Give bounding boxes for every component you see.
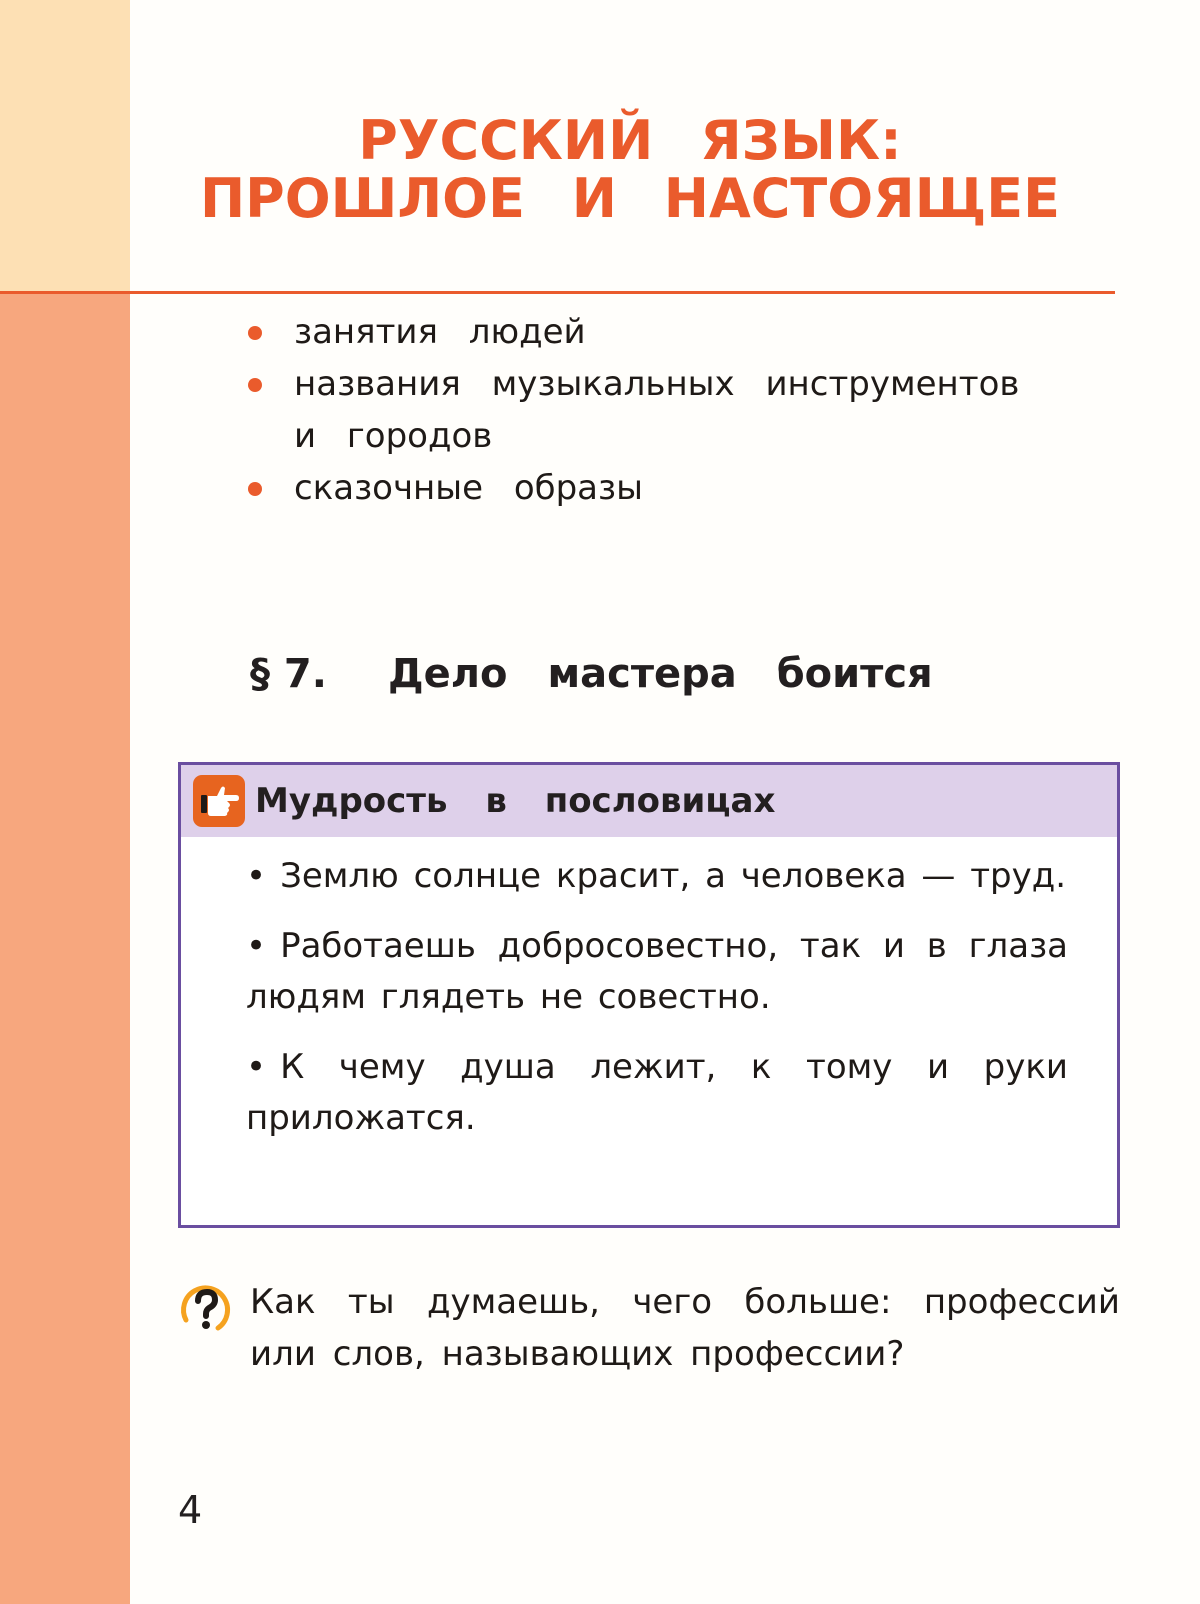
pointing-hand-icon	[193, 775, 245, 827]
proverbs-list	[246, 851, 1068, 1163]
proverb-text: К чему душа лежит, к тому и руки приложатся.	[246, 1047, 1068, 1138]
margin-strip-bottom	[0, 292, 130, 1604]
bullet-dot-icon	[248, 326, 262, 340]
chapter-topics-list	[248, 306, 1108, 514]
topic-text-continued: и городов	[294, 416, 493, 456]
bullet-icon: •	[246, 1047, 267, 1087]
header-divider	[0, 291, 1115, 294]
bullet-dot-icon	[248, 482, 262, 496]
topic-item	[248, 358, 1108, 462]
topic-item	[248, 306, 1108, 358]
bullet-icon: •	[246, 926, 267, 966]
topic-text: сказочные образы	[294, 468, 643, 508]
section-heading	[250, 646, 1150, 702]
section-title: Дело мастера боится	[388, 651, 933, 697]
proverb-item	[246, 921, 1068, 1023]
question-mark-icon	[178, 1280, 234, 1336]
chapter-title	[130, 109, 1130, 230]
chapter-title-line-1: РУССКИЙ ЯЗЫК:	[358, 109, 902, 172]
proverb-item	[246, 1042, 1068, 1144]
bullet-icon: •	[246, 856, 267, 896]
page-number: 4	[178, 1488, 203, 1532]
proverbs-box-title: Мудрость в пословицах	[255, 781, 776, 821]
proverb-text: Работаешь добросовестно, так и в глаза людям глядеть не совестно.	[246, 926, 1068, 1017]
chapter-title-line-2: ПРОШЛОЕ И НАСТОЯЩЕЕ	[199, 167, 1061, 230]
topic-text: занятия людей	[294, 312, 586, 352]
section-number: § 7.	[250, 651, 327, 697]
proverbs-box	[178, 762, 1120, 1228]
topic-item	[248, 462, 1108, 514]
proverb-item	[246, 851, 1068, 902]
question-text: Как ты думаешь, чего больше: профессий или слов, называющих профессии?	[250, 1282, 1120, 1374]
margin-strip-top	[0, 0, 130, 292]
topic-text: названия музыкальных инструментов	[294, 364, 1020, 404]
proverbs-box-header	[181, 765, 1117, 837]
bullet-dot-icon	[248, 378, 262, 392]
proverb-text: Землю солнце красит, а человека — труд.	[280, 856, 1067, 896]
